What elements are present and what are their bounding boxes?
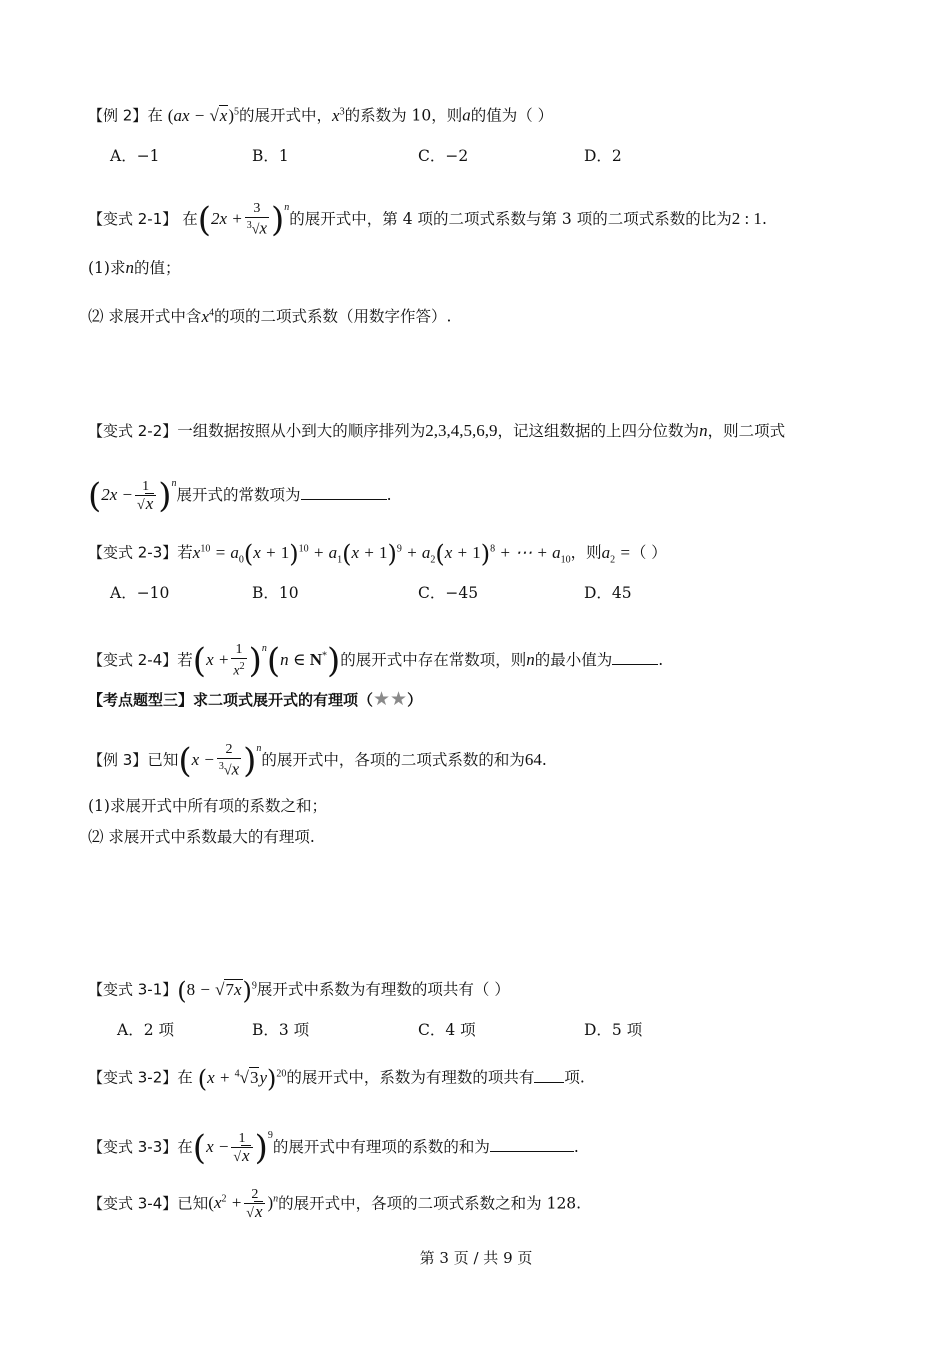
expr-x2-plus-2-over-sqrtx: ($x^2$ + $\frac{2}{√x}$ )$^n$ [208, 1187, 279, 1221]
variant-3-4: 【变式 3-4】已知($x^2$ + $\frac{2}{√x}$ )$^n$的展开式中，各项的二项式系数之和为 128. [88, 1187, 582, 1221]
answer-blank[interactable] [490, 1135, 574, 1152]
option-c: C．−2 [418, 147, 469, 165]
expr-x-minus-2-over-cbrt-x: (x − $\frac{2}{^3√x}$ )$^n$ [178, 741, 262, 782]
option-d: D．5 项 [584, 1021, 643, 1039]
variant-2-4-tag: 【变式 2-4】 [88, 651, 178, 669]
section-3-heading: 【考点题型三】求二项式展开式的有理项（★★） [88, 688, 423, 710]
variant-2-1-q2: ⑵ 求展开式中含$x^4$的项的二项式系数（用数字作答）. [88, 306, 452, 326]
option-c: C．−45 [418, 584, 479, 602]
variant-2-1-tag: 【变式 2-1】 [88, 210, 178, 228]
option-a: A．2 项 [117, 1021, 174, 1039]
expr-2x-minus-1-over-sqrtx: (2x − $\frac{1}{√x}$ )$^n$ [88, 476, 177, 517]
variant-2-3-tag: 【变式 2-3】 [88, 543, 178, 562]
answer-blank[interactable] [301, 483, 387, 500]
example-3-tag: 【例 3】 [88, 751, 148, 769]
variant-2-3: 【变式 2-3】若$x^{10} = a_0(x + 1)^{10} + a_1(x + 1)^9 + a_2(x + 1)^8$ + ⋯ + $a_{10}$，则$a_2$ =（ ） [88, 539, 667, 568]
variant-2-4: 【变式 2-4】若(x + $\frac{1}{x^2}$ )$^n$(n ∈ N*)的展开式中存在常数项，则n的最小值为 . [88, 641, 664, 682]
example-2-tag: 【例 2】 [88, 106, 148, 125]
star-icon: ★★ [373, 688, 408, 710]
variant-3-3: 【变式 3-3】在(x − $\frac{1}{√x}$ )$^9$的展开式中有理项的系数的和为 . [88, 1128, 579, 1169]
variant-2-1-q1: (1)求n的值； [88, 258, 181, 277]
variant-3-1: 【变式 3-1】$(8 - √7x)^9$展开式中系数为有理数的项共有（ ） [88, 976, 510, 1005]
option-b: B．10 [252, 584, 299, 602]
expr-x-minus-1-over-sqrtx: (x − $\frac{1}{√x}$ )$^9$ [192, 1128, 273, 1169]
variant-3-2-tag: 【变式 3-2】 [88, 1068, 178, 1087]
example-2: 【例 2】在 (ax − √x)$^5$的展开式中，$x^3$的系数为 10，则a的值为（ ） [88, 105, 554, 125]
variant-3-2: 【变式 3-2】在 $(x + ^4√3y)^{20}$的展开式中，系数为有理数的项共有 项. [88, 1064, 585, 1093]
expr-8-minus-sqrt7x: $(8 - √7x)^9$ [177, 976, 257, 1005]
variant-3-1-tag: 【变式 3-1】 [88, 980, 178, 999]
variant-3-3-tag: 【变式 3-3】 [88, 1138, 178, 1156]
variant-2-2-line2: (2x − $\frac{1}{√x}$ )$^n$展开式的常数项为 . [88, 476, 392, 517]
option-c: C．4 项 [418, 1021, 476, 1039]
example-3-q2: ⑵ 求展开式中系数最大的有理项. [88, 828, 315, 846]
expr-x-plus-1-over-x2: (x + $\frac{1}{x^2}$ )$^n$(n ∈ N*) [192, 641, 341, 682]
option-b: B．1 [252, 147, 289, 165]
option-d: D．45 [584, 584, 632, 602]
expr-ax-minus-sqrtx: (ax − √x)$^5$ [167, 105, 240, 125]
example-3: 【例 3】已知(x − $\frac{2}{^3√x}$ )$^n$的展开式中，各项的二项式系数的和为64. [88, 741, 547, 782]
option-a: A．−1 [110, 147, 160, 165]
example-3-q1: (1)求展开式中所有项的系数之和； [88, 797, 327, 815]
option-d: D．2 [584, 147, 622, 165]
answer-blank[interactable] [534, 1066, 564, 1083]
variant-2-2-tag: 【变式 2-2】 [88, 422, 178, 440]
option-a: A．−10 [110, 584, 170, 602]
expr-x-plus-4rt3-y: $(x + ^4√3y)^{20}$ [197, 1064, 287, 1093]
variant-2-2: 【变式 2-2】一组数据按照从小到大的顺序排列为2,3,4,5,6,9，记这组数据的上四分位数为n，则二项式 [88, 421, 786, 440]
variant-2-1: 【变式 2-1】 在(2x + $\frac{3}{^3√x}$ )$^n$的展开式中，第 4 项的二项式系数与第 3 项的二项式系数的比为2 : 1. [88, 200, 767, 241]
option-b: B．3 项 [252, 1021, 310, 1039]
page-footer: 第 3 页 / 共 9 页 [419, 1249, 533, 1267]
expr-2x-plus-3-over-cbrt-x: (2x + $\frac{3}{^3√x}$ )$^n$ [197, 200, 290, 241]
variant-3-4-tag: 【变式 3-4】 [88, 1194, 178, 1213]
answer-blank[interactable] [612, 648, 658, 665]
expr-x10-expansion: $x^{10} = a_0(x + 1)^{10} + a_1(x + 1)^9 + a_2(x + 1)^8$ + ⋯ + $a_{10}$ [192, 539, 571, 568]
